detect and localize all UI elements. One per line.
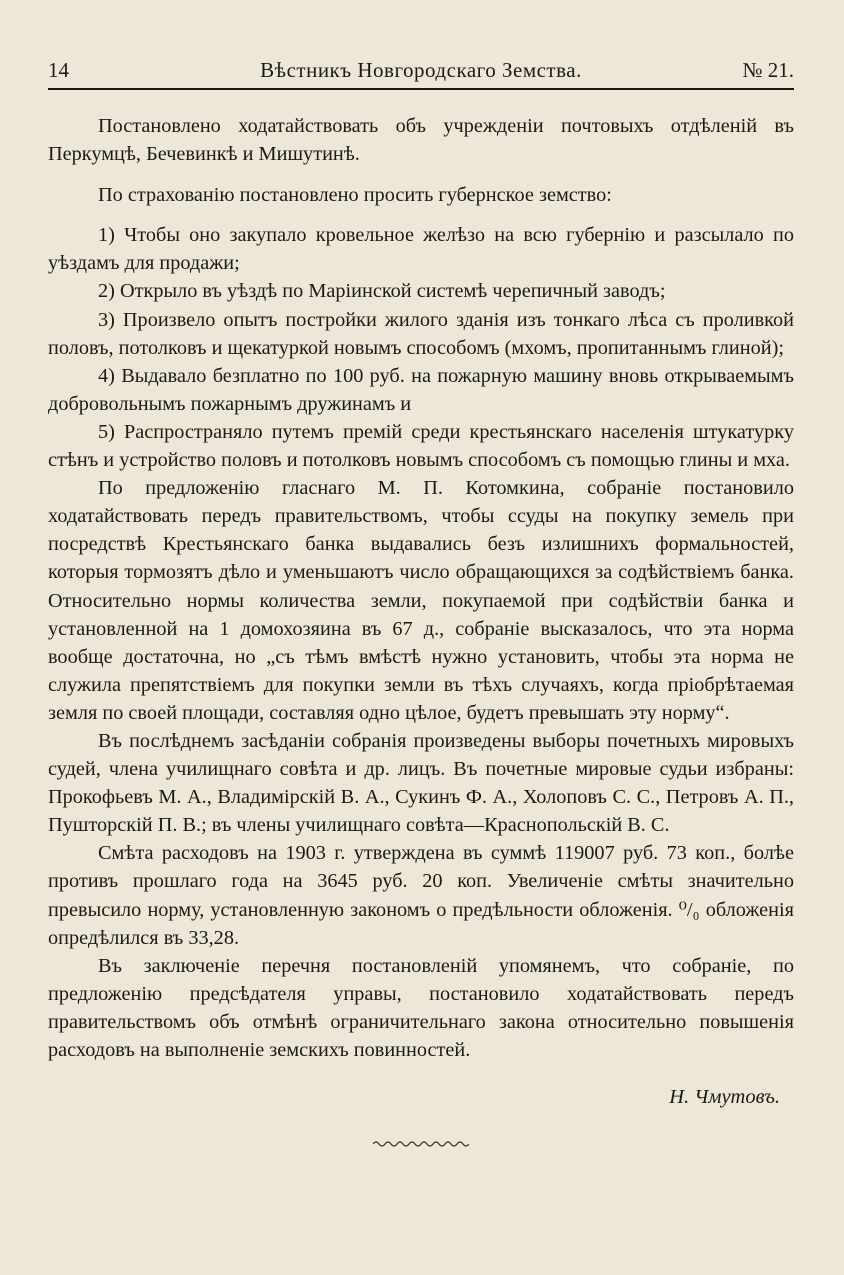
page-number: 14	[48, 58, 69, 82]
paragraph-peasant-bank: По предложенію гласнаго М. П. Котомкина, собраніе постановило ходатайствовать передъ правительствомъ, чтобы ссуды на покупку земель при посредствѣ Крестьянскаго банка выдавались безъ излишнихъ формальностей, которыя тормозятъ дѣло и уменьшаютъ число обращающихся за содѣйствіемъ банка. Относительно нормы количества земли, покупаемой при содѣйствіи банка и установленной на 1 домохозяина въ 67 д., собраніе высказалось, что эта норма вообще достаточна, но „съ тѣмъ вмѣстѣ нужно установить, чтобы эта норма не служила препятствіемъ для покупки земли въ тѣхъ случаяхъ, когда пріобрѣтаемая земля по своей площади, составляя одно цѣлое, будетъ превышать эту норму“.	[48, 477, 794, 724]
list-item-tile-factory: 2) Открыло въ уѣздѣ по Маріинской системѣ черепичный заводъ;	[98, 280, 666, 303]
paragraph-budget: Смѣта расходовъ на 1903 г. утверждена въ суммѣ 119007 руб. 73 коп., болѣе противъ прошлаго года на 3645 руб. 20 коп. Увеличеніе смѣты значительно превысило норму, установленную закономъ о предѣльности обложенія. ⁰/₀ обложенія опредѣлился въ 33,28.	[48, 842, 794, 949]
list-item-fire-engine: 4) Выдавало безплатно по 100 руб. на пожарную машину вновь открываемымъ добровольнымъ пожарнымъ дружинамъ и	[48, 364, 794, 415]
paragraph-insurance-intro: По страхованію постановлено просить губернское земство:	[98, 184, 612, 207]
list-item-plastering: 5) Распространяло путемъ премій среди крестьянскаго населенія штукатурку стѣнъ и устройство половъ и потолковъ новымъ способомъ съ помощью глины и мха.	[48, 420, 794, 472]
article-body	[48, 112, 794, 1064]
paragraph-post-offices: Постановлено ходатайствовать объ учрежденіи почтовыхъ отдѣленій въ Перкумцѣ, Бечевинкѣ и Мишутинѣ.	[48, 115, 794, 166]
paragraph-elections: Въ послѣднемъ засѣданіи собранія произведены выборы почетныхъ мировыхъ судей, члена училищнаго совѣта и др. лицъ. Въ почетные мировые судьи избраны: Прокофьевъ М. А., Владимірскій В. А., Сукинъ Ф. А., Холоповъ С. С., Петровъ А. П., Пушторскій П. В.; въ члены училищнаго совѣта—Краснопольскій В. С.	[48, 729, 794, 837]
paragraph-conclusion: Въ заключеніе перечня постановленій упомянемъ, что собраніе, по предложенію предсѣдателя управы, постановило ходатайствовать передъ правительствомъ объ отмѣнѣ ограничительнаго закона относительно повышенія расходовъ на выполненіе земскихъ повинностей.	[48, 954, 794, 1061]
list-item-test-building: 3) Произвело опытъ постройки жилого зданія изъ тонкаго лѣса съ проливкой половъ, потолковъ и щекатуркой новымъ способомъ (мхомъ, пропитаннымъ глиной);	[48, 308, 794, 359]
journal-title: Вѣстникъ Новгородскаго Земства.	[260, 58, 582, 82]
author-signature: Н. Чмутовъ.	[669, 1086, 780, 1109]
running-header	[48, 58, 794, 90]
wavy-divider-ornament	[48, 1135, 794, 1153]
issue-number: № 21.	[742, 58, 794, 82]
list-item-roofing-iron: 1) Чтобы оно закупало кровельное желѣзо на всю губернію и разсылало по уѣздамъ для продажи;	[48, 224, 794, 275]
